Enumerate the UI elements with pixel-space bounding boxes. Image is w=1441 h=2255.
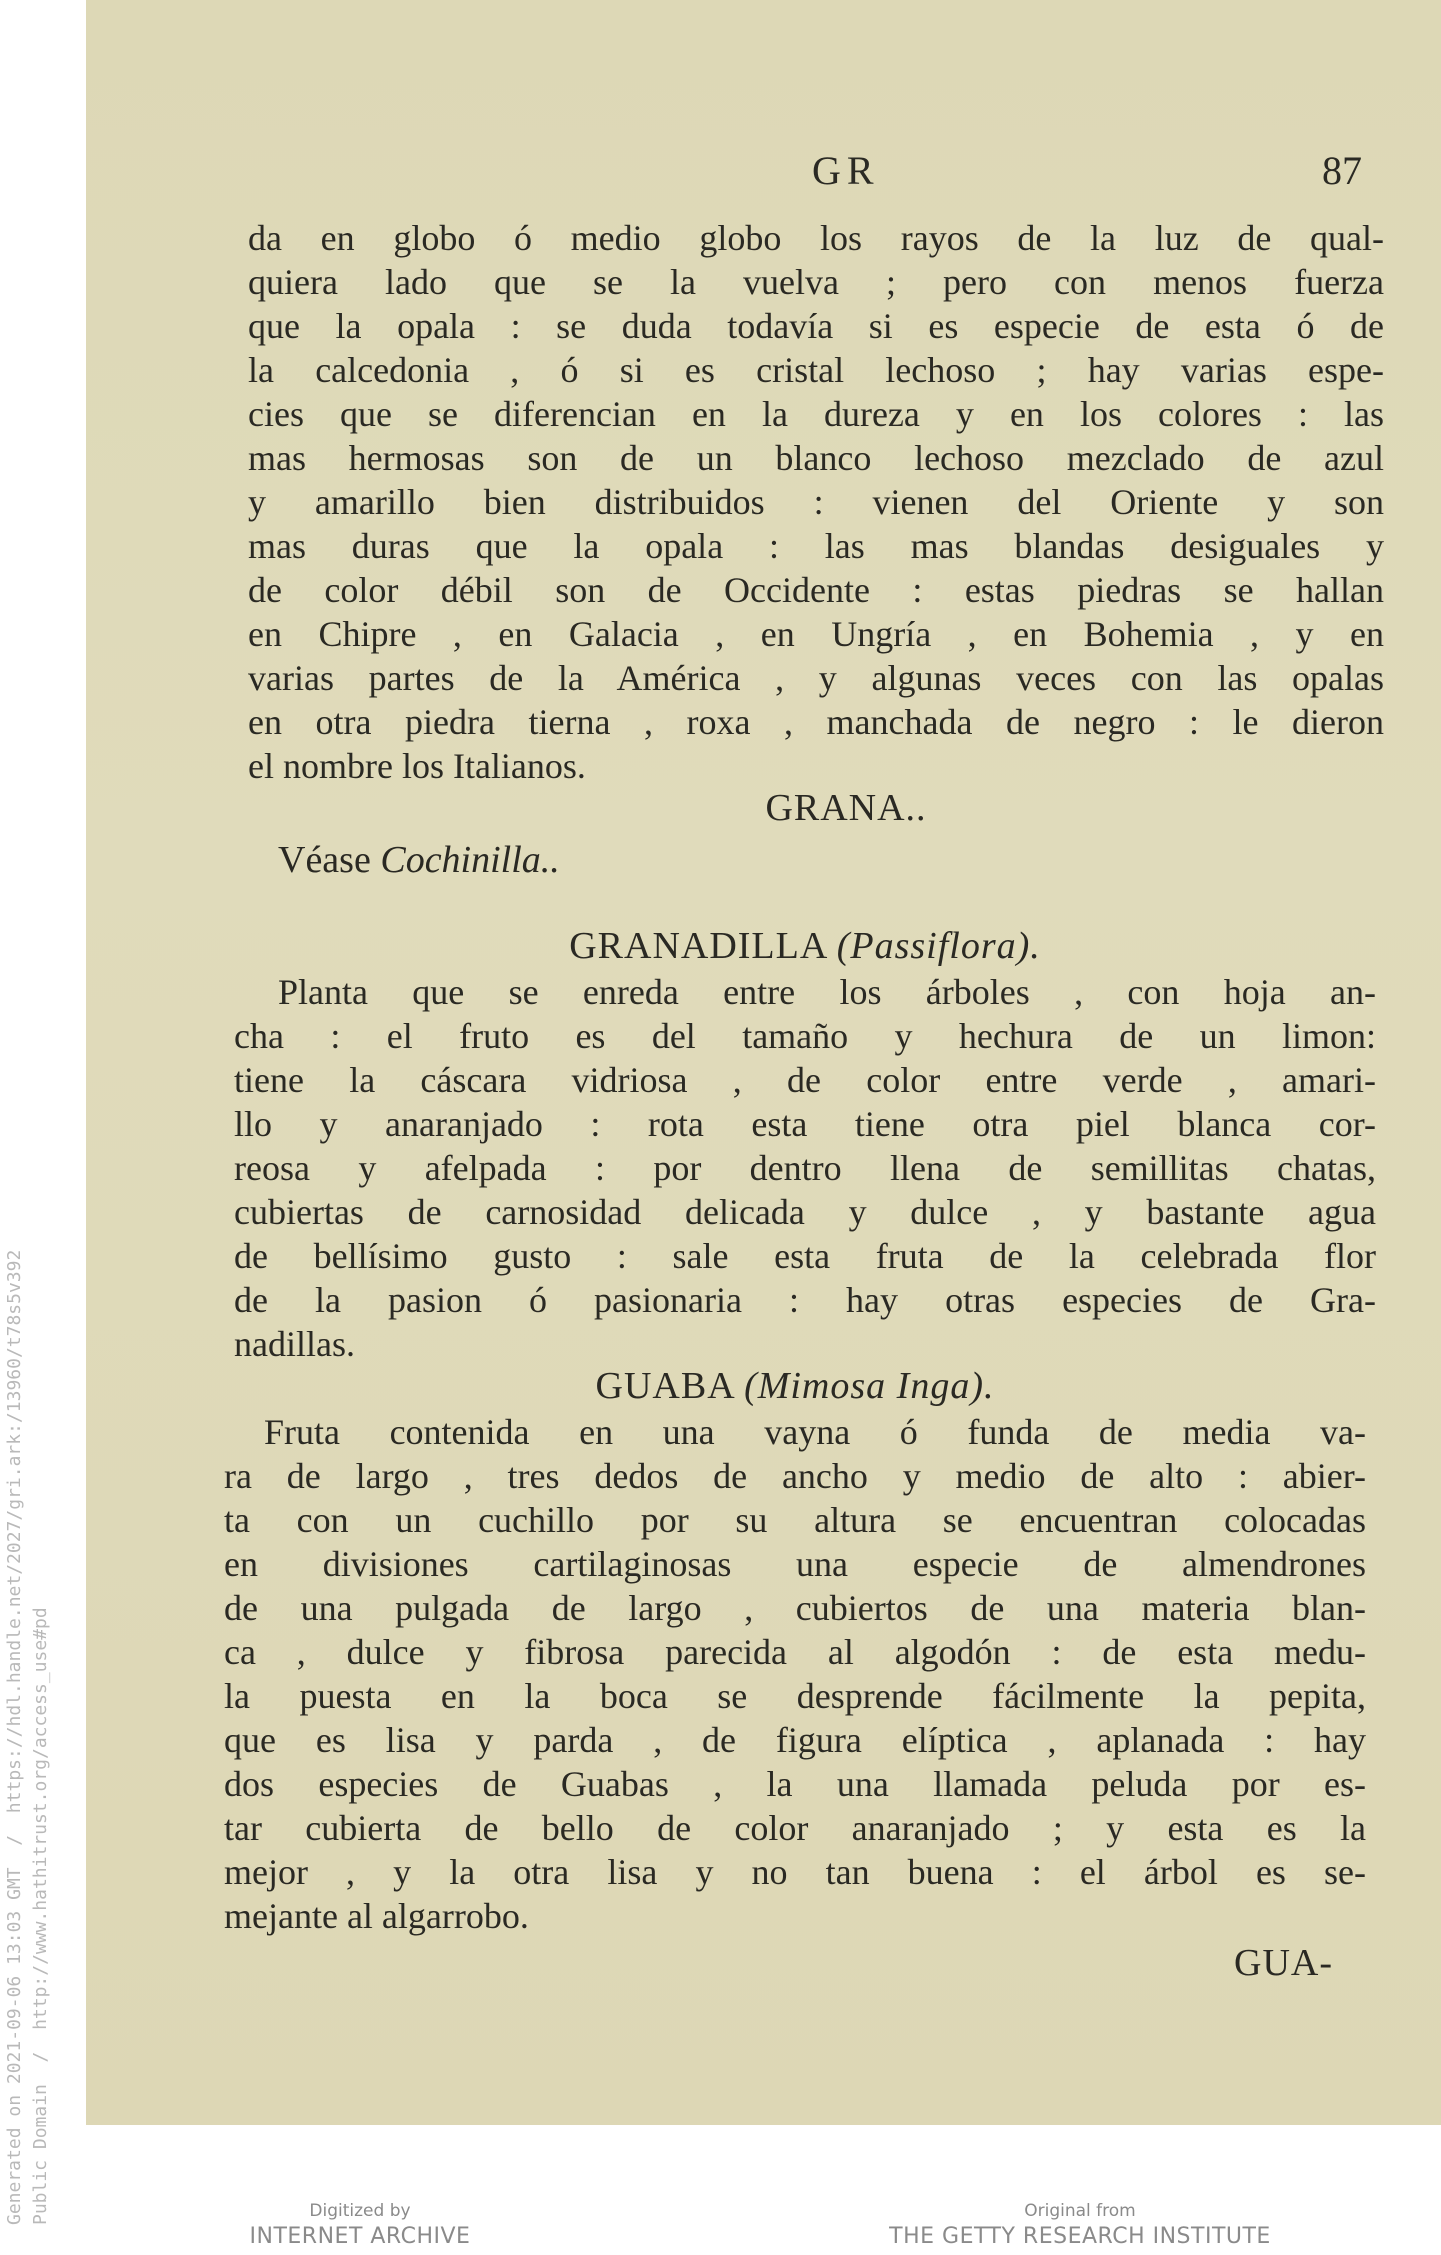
text-line: varias partes de la América , y algunas veces con las opalas — [248, 658, 1384, 698]
text-line: cies que se diferencian en la dureza y en los colores : las — [248, 394, 1384, 434]
text-line: mejor , y la otra lisa y no tan buena : el árbol es se- — [224, 1852, 1366, 1892]
text-line: tar cubierta de bello de color anaranjado ; y esta es la — [224, 1808, 1366, 1848]
text-line: en Chipre , en Galacia , en Ungría , en Bohemia , y en — [248, 614, 1384, 654]
stamp-text: Generated on 2021-09-06 13:03 GMT / https://hdl.handle.net/2027/gri.ark:/13960/t78s5v392 Public Domain / http://www.hathitrust.org/access_use#pd — [4, 1249, 51, 2225]
entry-heading-grana: GRANA.. — [765, 787, 927, 829]
text-line: Planta que se enreda entre los árboles , con hoja an- — [278, 972, 1376, 1012]
heading-latin-name: (Passiflora). — [836, 925, 1041, 967]
text-line: en otra piedra tierna , roxa , manchada de negro : le dieron — [248, 702, 1384, 742]
text-line: ta con un cuchillo por su altura se encuentran colocadas — [224, 1500, 1366, 1540]
text-line: dos especies de Guabas , la una llamada peluda por es- — [224, 1764, 1366, 1804]
footer-original-from — [860, 2200, 1300, 2252]
text-line: que la opala : se duda todavía si es especie de esta ó de — [248, 306, 1384, 346]
text-line: en divisiones cartilaginosas una especie de almendrones — [224, 1544, 1366, 1584]
text-line: Fruta contenida en una vayna ó funda de media va- — [264, 1412, 1366, 1452]
heading-word: GUABA — [595, 1365, 734, 1407]
entry-continuation-block — [248, 216, 1384, 788]
text-line: da en globo ó medio globo los rayos de la luz de qual- — [248, 218, 1384, 258]
text-line: la puesta en la boca se desprende fácilmente la pepita, — [224, 1676, 1366, 1716]
running-head-title: GR — [812, 148, 880, 193]
footer-digitized-by — [200, 2200, 520, 2252]
text-line: que es lisa y parda , de figura elíptica , aplanada : hay — [224, 1720, 1366, 1760]
text-line: y amarillo bien distribuidos : vienen del Oriente y son — [248, 482, 1384, 522]
text-line: de bellísimo gusto : sale esta fruta de la celebrada flor — [234, 1236, 1376, 1276]
text-line: cha : el fruto es del tamaño y hechura de un limon: — [234, 1016, 1376, 1056]
text-line: la calcedonia , ó si es cristal lechoso ; hay varias espe- — [248, 350, 1384, 390]
hathitrust-generation-stamp — [2, 1250, 54, 2225]
scanned-page — [86, 0, 1441, 2125]
text-line: el nombre los Italianos. — [248, 746, 586, 786]
text-line: llo y anaranjado : rota esta tiene otra piel blanca cor- — [234, 1104, 1376, 1144]
running-head — [86, 147, 1441, 195]
footer-source: THE GETTY RESEARCH INSTITUTE — [889, 2224, 1271, 2249]
entry-grana — [248, 784, 1384, 888]
entry-granadilla — [234, 922, 1376, 1366]
text-line: reosa y afelpada : por dentro llena de semillitas chatas, — [234, 1148, 1376, 1188]
page-number: 87 — [1322, 148, 1362, 193]
entry-guaba — [224, 1362, 1366, 1938]
footer-source: INTERNET ARCHIVE — [249, 2224, 471, 2249]
text-line: de una pulgada de largo , cubiertos de una materia blan- — [224, 1588, 1366, 1628]
see-label: Véase — [278, 839, 371, 881]
heading-word: GRANADILLA — [569, 925, 827, 967]
see-target: Cochinilla.. — [380, 839, 560, 881]
text-line: mas duras que la opala : las mas blandas desiguales y — [248, 526, 1384, 566]
heading-latin-name: (Mimosa Inga). — [744, 1365, 995, 1407]
text-line: de la pasion ó pasionaria : hay otras especies de Gra- — [234, 1280, 1376, 1320]
text-line: de color débil son de Occidente : estas piedras se hallan — [248, 570, 1384, 610]
footer-label: Digitized by — [309, 2201, 411, 2221]
text-line: mas hermosas son de un blanco lechoso mezclado de azul — [248, 438, 1384, 478]
entry-heading-granadilla — [234, 922, 1376, 970]
entry-heading-guaba — [224, 1362, 1366, 1410]
text-line: quiera lado que se la vuelva ; pero con menos fuerza — [248, 262, 1384, 302]
text-line: cubiertas de carnosidad delicada y dulce , y bastante agua — [234, 1192, 1376, 1232]
text-line: ca , dulce y fibrosa parecida al algodón : de esta medu- — [224, 1632, 1366, 1672]
text-line: mejante al algarrobo. — [224, 1896, 529, 1936]
text-line: nadillas. — [234, 1324, 355, 1364]
text-line: ra de largo , tres dedos de ancho y medio de alto : abier- — [224, 1456, 1366, 1496]
catchword: GUA- — [1234, 1942, 1333, 1984]
footer-label: Original from — [1024, 2201, 1136, 2221]
cross-reference — [248, 832, 1384, 888]
text-line: tiene la cáscara vidriosa , de color entre verde , amari- — [234, 1060, 1376, 1100]
